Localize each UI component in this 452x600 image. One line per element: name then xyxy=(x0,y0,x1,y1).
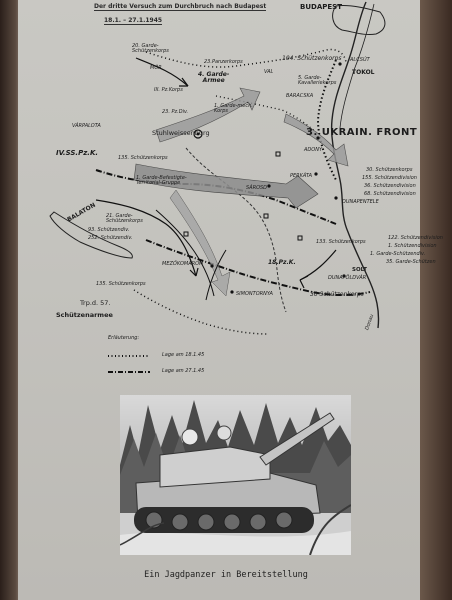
attack-arrow-east xyxy=(284,114,348,166)
unit-garde-20: 20. Garde- Schützenkorps xyxy=(132,43,169,54)
photo-caption: Ein Jagdpanzer in Bereitstellung xyxy=(144,570,308,580)
unit-garde-21: 21. Garde- Schützenkorps xyxy=(106,213,143,224)
unit-div-68: 68. Schützendivision xyxy=(364,191,416,197)
place-varpalota: VÁRPALOTA xyxy=(72,123,101,129)
place-dunafoldvar: DUNAFÖLDVÁR xyxy=(328,275,367,281)
unit-armee-57: Schützenarmee xyxy=(56,311,113,319)
unit-schuetzen-104: 104. Schützenkorps xyxy=(282,55,342,62)
place-perkata: PERKÁTA xyxy=(290,173,312,179)
unit-div-155: 155. Schützendivision xyxy=(362,175,417,181)
unit-trp: Trp.d. 57. xyxy=(80,299,111,307)
unit-schuetzen-30-a: 30. Schützenkorps xyxy=(366,167,413,173)
book-edge xyxy=(418,0,452,600)
place-solt: SOLT xyxy=(352,267,367,273)
place-balaton: BALATON xyxy=(66,201,97,224)
unit-garde-35: 35. Garde-Schützen xyxy=(386,259,436,265)
attack-arrow-main xyxy=(134,164,318,208)
soviet-arrow-1 xyxy=(136,58,188,86)
unit-div-93: 93. Schützendiv. xyxy=(88,227,130,233)
place-simontornya: SIMONTORNYA xyxy=(236,291,273,297)
place-mor: MÓR xyxy=(150,65,162,71)
unit-div-122: 122. Schützendivision xyxy=(388,235,443,241)
tank-photo xyxy=(120,395,351,555)
unit-div-1-b: 1. Garde-Schützendiv. xyxy=(370,251,426,257)
place-val: VAL xyxy=(264,69,274,75)
front-label: 3. UKRAIN. FRONT xyxy=(306,127,418,138)
unit-schuetzen-135-a: 135. Schützenkorps xyxy=(118,155,168,161)
unit-mech-1: 1. Garde-mech. Korps xyxy=(214,103,253,114)
unit-div-1-a: 1. Schützendivision xyxy=(388,243,437,249)
place-stuhlweissenburg: Stuhlweissenburg xyxy=(152,129,210,137)
unit-schuetzen-133: 133. Schützenkorps xyxy=(316,239,366,245)
unit-schuetzen-135-b: 135. Schützenkorps xyxy=(96,281,146,287)
place-danube: Donau xyxy=(364,313,376,332)
unit-pzkorps-3: III. Pz.Korps xyxy=(154,87,183,93)
place-budapest: BUDAPEST xyxy=(300,3,342,11)
place-baracska: BARACSKA xyxy=(286,93,314,99)
unit-garde-armee-4: 4. Garde- Armee xyxy=(198,71,230,84)
unit-panzer-23: 23.Panzerkorps xyxy=(204,59,243,65)
legend-title: Erläuterung: xyxy=(108,335,140,341)
place-mezokomarom: MEZŐKOMÁROM xyxy=(162,261,204,267)
legend-label-27-1: Lage am 27.1.45 xyxy=(162,368,205,374)
legend-label-18-1: Lage am 18.1.45 xyxy=(162,352,205,358)
map-title: Der dritte Versuch zum Durchbruch nach Budapest xyxy=(94,3,267,10)
unit-pzk-18: 18.Pz.K. xyxy=(268,259,296,266)
place-sarosd: SÁROSD xyxy=(246,185,268,191)
map-dates: 18.1. – 27.1.1945 xyxy=(104,17,163,24)
unit-schuetzen-30-b: 30 Schützenkorps xyxy=(310,291,364,298)
unit-kavallerie-5: 5. Garde- Kavalleriekorps xyxy=(298,75,337,86)
place-alcsut: ALCSÚT xyxy=(350,57,370,63)
unit-div-36: 36. Schützendivision xyxy=(364,183,416,189)
place-adony: ADONY xyxy=(304,147,323,153)
place-tokol: TOKOL xyxy=(352,69,375,76)
place-dunapentele: DUNAPENTELE xyxy=(342,199,379,205)
unit-pzdiv-23: 23. Pz.Div. xyxy=(162,109,189,115)
unit-div-252: 252. Schützendiv. xyxy=(88,235,133,241)
tank-photo-image xyxy=(120,395,351,555)
unit-befest-1: 1. Garde-Befestigte- Territorial-Gruppe xyxy=(136,175,187,186)
battle-map xyxy=(36,0,443,392)
unit-ss-pzk: IV.SS.Pz.K. xyxy=(56,149,99,157)
